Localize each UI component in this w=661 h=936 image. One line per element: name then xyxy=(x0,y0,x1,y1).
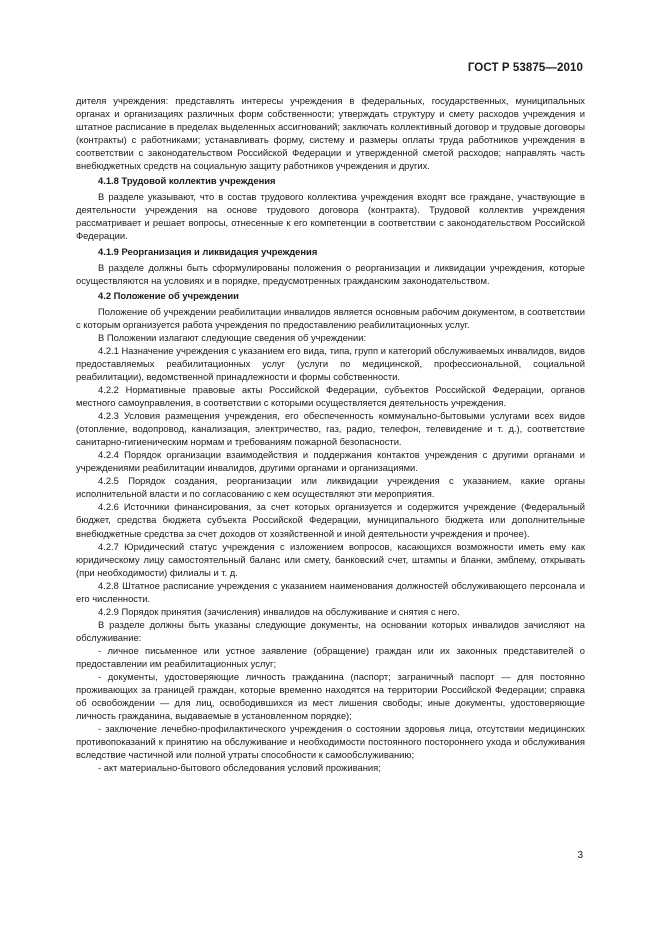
document-body xyxy=(76,94,585,774)
paragraph: - документы, удостоверяющие личность гражданина (паспорт; заграничный паспорт — для постоянно проживающих за границей граждан, которые временно находятся на территории Российской Федерации; справка об освобождении — для лиц, освободившихся из мест лишения свободы; иные документы, удостоверяющие личность гражданина, выдаваемые в установленном порядке); xyxy=(76,671,585,722)
paragraph: 4.2.5 Порядок создания, реорганизации или ликвидации учреждения с указанием, какие органы исполнительной власти и по согласованию с кем осуществляют эти мероприятия. xyxy=(76,475,585,500)
paragraph: 4.2.6 Источники финансирования, за счет которых организуется и содержится учреждение (Федеральный бюджет, средства бюджета субъекта Российской Федерации, муниципального бюджета или дополнительные внебюджетные средства за счет доходов от хозяйственной и иной деятельности учреждения и прочее). xyxy=(76,501,585,539)
section-heading: 4.1.9 Реорганизация и ликвидация учреждения xyxy=(98,245,318,257)
section-heading: 4.1.8 Трудовой коллектив учреждения xyxy=(98,175,276,187)
paragraph: 4.2.9 Порядок принятия (зачисления) инвалидов на обслуживание и снятия с него. xyxy=(98,605,460,617)
paragraph: В разделе должны быть указаны следующие документы, на основании которых инвалидов зачисляют на обслуживание: xyxy=(76,618,585,643)
paragraph: Положение об учреждении реабилитации инвалидов является основным рабочим документом, в соответствии с которым организуется работа учреждения по предоставлению реабилитационных услуг. xyxy=(76,305,585,330)
paragraph: 4.2.7 Юридический статус учреждения с изложением вопросов, касающихся возможности иметь ему как юридическому лицу самостоятельный баланс или смету, банковский счет, штампы и бланки, эмблему, открывать (при необходимости) филиалы и т. д. xyxy=(76,540,585,578)
paragraph: 4.2.1 Назначение учреждения с указанием его вида, типа, групп и категорий обслуживаемых инвалидов, видов предоставляемых реабилитационных услуг (услуги по медицинской, профессиональной, социальной реабилитации), ведомственной принадлежности и формы собственности. xyxy=(76,344,585,382)
paragraph: В разделе должны быть сформулированы положения о реорганизации и ликвидации учреждения, которые осуществляются на условиях и в порядке, предусмотренных гражданским законодательством. xyxy=(76,261,585,286)
paragraph: дителя учреждения: представлять интересы учреждения в федеральных, государственных, муниципальных органах и организациях различных форм собственности; утверждать структуру и смету расходов учреждения и штатное расписание в пределах выделенных ассигнований; заключать коллективный договор и трудовые договоры (контракты) с работниками; устанавливать форму, систему и размеры оплаты труда работников учреждения в соответствии с законодательством Российской Федерации и утвержденной сметой расходов; направлять часть внебюджетных средств на социальную защиту работников учреждения и других. xyxy=(76,95,585,172)
paragraph: 4.2.4 Порядок организации взаимодействия и поддержания контактов учреждения с другими органами и учреждениями реабилитации инвалидов, другими органами и организациями. xyxy=(76,449,585,474)
paragraph: - заключение лечебно-профилактического учреждения о состоянии здоровья лица, отсутствии медицинских противопоказаний к принятию на обслуживание и необходимости постоянного постороннего ухода и обслуживания вследствие частичной или полной утраты способности к самообслуживанию; xyxy=(76,723,585,761)
paragraph: 4.2.3 Условия размещения учреждения, его обеспеченность коммунально-бытовыми услугами всех видов (отопление, водопровод, канализация, электричество, газ, радио, телефон, телевидение и т. д.), соответствие санитарно-гигиеническим нормам и требованиям пожарной безопасности. xyxy=(76,410,585,448)
paragraph: 4.2.2 Нормативные правовые акты Российской Федерации, субъектов Российской Федерации, органов местного самоуправления, в соответствии с которыми осуществляется деятельность учреждения. xyxy=(76,383,585,409)
paragraph: - личное письменное или устное заявление (обращение) граждан или их законных представителей о предоставлении им реабилитационных услуг; xyxy=(76,644,585,669)
paragraph: В Положении излагают следующие сведения об учреждении: xyxy=(98,331,367,343)
paragraph: - акт материально-бытового обследования условий проживания; xyxy=(98,762,381,774)
document-code-header: ГОСТ Р 53875—2010 xyxy=(467,62,583,74)
paragraph: В разделе указывают, что в состав трудового коллектива учреждения входят все граждане, участвующие в деятельности учреждения на основе трудового договора (контракта). Трудовой коллектив учреждения рассматривает и решает вопросы, отнесенные к его компетенции в соответствии с законодательством Российской Федерации. xyxy=(76,191,585,242)
section-heading: 4.2 Положение об учреждении xyxy=(98,289,239,301)
page-number: 3 xyxy=(577,850,583,861)
paragraph: 4.2.8 Штатное расписание учреждения с указанием наименования должностей обслуживающего персонала и его численности. xyxy=(76,579,585,604)
